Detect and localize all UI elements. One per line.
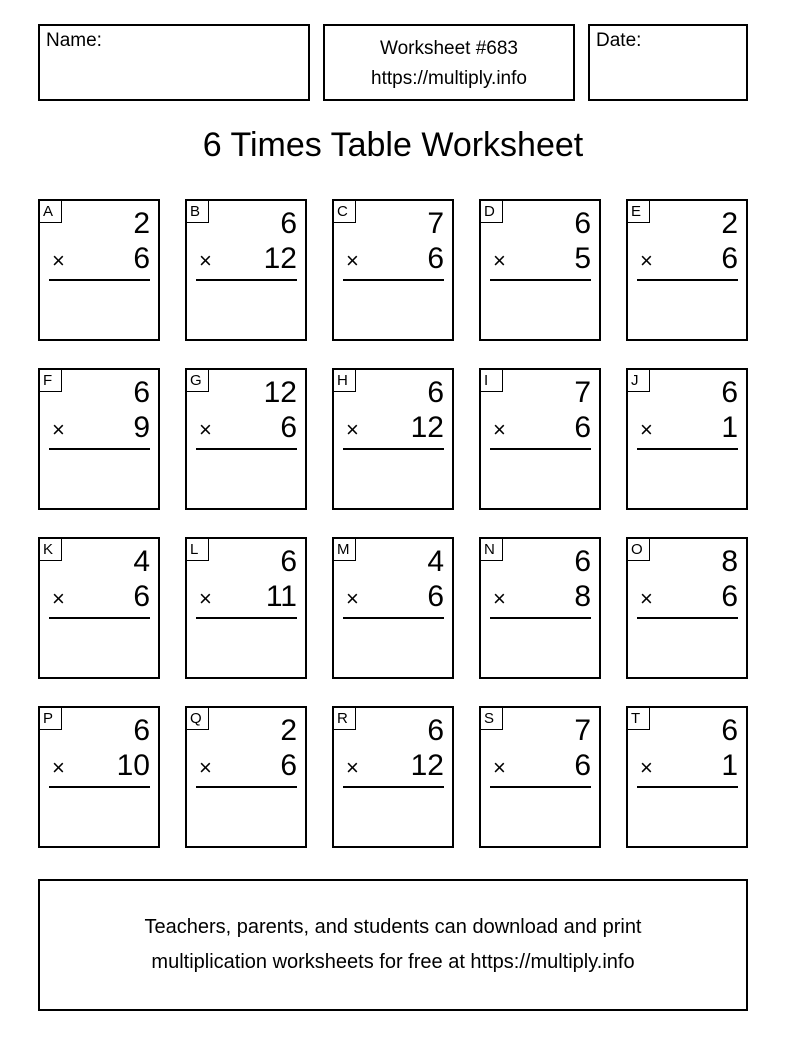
answer-line: [637, 786, 738, 788]
problem-letter: D: [481, 201, 503, 223]
problem-multiplier: 6: [133, 580, 150, 613]
answer-line: [490, 786, 591, 788]
problem-multiplicand: 2: [721, 207, 738, 240]
problem-multiplicand: 2: [133, 207, 150, 240]
problem-letter: C: [334, 201, 356, 223]
answer-line: [49, 448, 150, 450]
problem-multiplicand: 7: [427, 207, 444, 240]
answer-line: [637, 448, 738, 450]
problem-multiplier: 6: [721, 242, 738, 275]
problem-multiplicand: 4: [133, 545, 150, 578]
footer-line-2: multiplication worksheets for free at https://multiply.info: [151, 951, 635, 973]
answer-line: [490, 448, 591, 450]
name-field[interactable]: [38, 24, 310, 101]
problem-letter: B: [187, 201, 209, 223]
name-label: Name:: [46, 30, 102, 51]
answer-line: [490, 279, 591, 281]
problem-multiplicand: 6: [721, 376, 738, 409]
times-icon: ×: [199, 755, 212, 780]
times-icon: ×: [52, 417, 65, 442]
answer-line: [637, 617, 738, 619]
site-url: https://multiply.info: [371, 68, 527, 89]
problem-letter: H: [334, 370, 356, 392]
times-icon: ×: [640, 755, 653, 780]
problem-multiplicand: 6: [427, 376, 444, 409]
times-icon: ×: [640, 248, 653, 273]
problem-multiplier: 11: [265, 580, 297, 613]
problem-letter: A: [40, 201, 62, 223]
problem-letter: P: [40, 708, 62, 730]
problem-multiplier: 9: [133, 411, 150, 444]
answer-line: [343, 448, 444, 450]
footer-line-1: Teachers, parents, and students can download and print: [144, 916, 642, 938]
problem-card[interactable]: [479, 199, 601, 341]
problem-multiplier: 8: [574, 580, 591, 613]
times-icon: ×: [640, 586, 653, 611]
problem-letter: M: [334, 539, 356, 561]
problem-card[interactable]: [38, 706, 160, 848]
problem-letter: G: [187, 370, 209, 392]
problem-multiplier: 6: [280, 411, 297, 444]
problem-multiplicand: 8: [721, 545, 738, 578]
problem-card[interactable]: [38, 199, 160, 341]
problem-card[interactable]: [332, 368, 454, 510]
answer-line: [637, 279, 738, 281]
problem-multiplicand: 7: [574, 376, 591, 409]
problem-card[interactable]: [185, 368, 307, 510]
date-label: Date:: [596, 30, 642, 51]
answer-line: [196, 279, 297, 281]
answer-line: [196, 617, 297, 619]
footer-notice: [38, 879, 748, 1011]
problem-multiplicand: 2: [280, 714, 297, 747]
times-icon: ×: [493, 248, 506, 273]
problem-multiplier: 6: [427, 242, 444, 275]
times-icon: ×: [199, 248, 212, 273]
times-icon: ×: [493, 586, 506, 611]
worksheet-info-box: [323, 24, 575, 101]
problem-card[interactable]: [479, 537, 601, 679]
answer-line: [490, 617, 591, 619]
problem-multiplier: 6: [574, 749, 591, 782]
problem-grid: [38, 199, 750, 848]
problem-card[interactable]: [185, 199, 307, 341]
problem-multiplier: 12: [410, 411, 444, 444]
problem-multiplier: 6: [721, 580, 738, 613]
times-icon: ×: [52, 248, 65, 273]
problem-letter: S: [481, 708, 503, 730]
problem-card[interactable]: [479, 368, 601, 510]
problem-letter: J: [628, 370, 650, 392]
times-icon: ×: [346, 586, 359, 611]
problem-letter: L: [187, 539, 209, 561]
times-icon: ×: [346, 248, 359, 273]
problem-multiplier: 6: [280, 749, 297, 782]
times-icon: ×: [346, 755, 359, 780]
problem-card[interactable]: [626, 368, 748, 510]
problem-multiplicand: 6: [574, 207, 591, 240]
problem-card[interactable]: [332, 706, 454, 848]
answer-line: [343, 786, 444, 788]
problem-letter: I: [481, 370, 503, 392]
problem-card[interactable]: [332, 199, 454, 341]
problem-letter: Q: [187, 708, 209, 730]
problem-card[interactable]: [38, 368, 160, 510]
problem-multiplicand: 7: [574, 714, 591, 747]
problem-card[interactable]: [185, 537, 307, 679]
problem-letter: E: [628, 201, 650, 223]
page-title: 6 Times Table Worksheet: [202, 126, 584, 164]
problem-letter: R: [334, 708, 356, 730]
problem-multiplier: 10: [116, 749, 150, 782]
problem-card[interactable]: [479, 706, 601, 848]
problem-letter: F: [40, 370, 62, 392]
problem-multiplicand: 6: [133, 714, 150, 747]
problem-multiplicand: 6: [280, 545, 297, 578]
times-icon: ×: [493, 755, 506, 780]
problem-multiplier: 5: [574, 242, 591, 275]
problem-multiplier: 1: [721, 749, 738, 782]
problem-card[interactable]: [332, 537, 454, 679]
times-icon: ×: [52, 586, 65, 611]
problem-card[interactable]: [626, 537, 748, 679]
problem-multiplier: 6: [574, 411, 591, 444]
times-icon: ×: [493, 417, 506, 442]
answer-line: [196, 448, 297, 450]
problem-multiplier: 1: [721, 411, 738, 444]
problem-card[interactable]: [626, 199, 748, 341]
problem-multiplicand: 6: [133, 376, 150, 409]
times-icon: ×: [640, 417, 653, 442]
worksheet-number: Worksheet #683: [379, 38, 518, 59]
problem-multiplier: 12: [263, 242, 297, 275]
answer-line: [49, 279, 150, 281]
problem-letter: K: [40, 539, 62, 561]
answer-line: [343, 279, 444, 281]
problem-multiplicand: 6: [574, 545, 591, 578]
problem-card[interactable]: [626, 706, 748, 848]
times-icon: ×: [52, 755, 65, 780]
answer-line: [49, 617, 150, 619]
problem-multiplicand: 12: [263, 376, 297, 409]
answer-line: [49, 786, 150, 788]
problem-letter: O: [628, 539, 650, 561]
problem-letter: N: [481, 539, 503, 561]
times-icon: ×: [199, 417, 212, 442]
times-icon: ×: [199, 586, 212, 611]
answer-line: [196, 786, 297, 788]
problem-multiplicand: 6: [427, 714, 444, 747]
problem-card[interactable]: [185, 706, 307, 848]
problem-multiplicand: 6: [721, 714, 738, 747]
date-field[interactable]: [588, 24, 748, 101]
problem-multiplicand: 6: [280, 207, 297, 240]
problem-multiplier: 12: [410, 749, 444, 782]
problem-multiplicand: 4: [427, 545, 444, 578]
problem-card[interactable]: [38, 537, 160, 679]
problem-multiplier: 6: [427, 580, 444, 613]
problem-letter: T: [628, 708, 650, 730]
answer-line: [343, 617, 444, 619]
problem-multiplier: 6: [133, 242, 150, 275]
times-icon: ×: [346, 417, 359, 442]
